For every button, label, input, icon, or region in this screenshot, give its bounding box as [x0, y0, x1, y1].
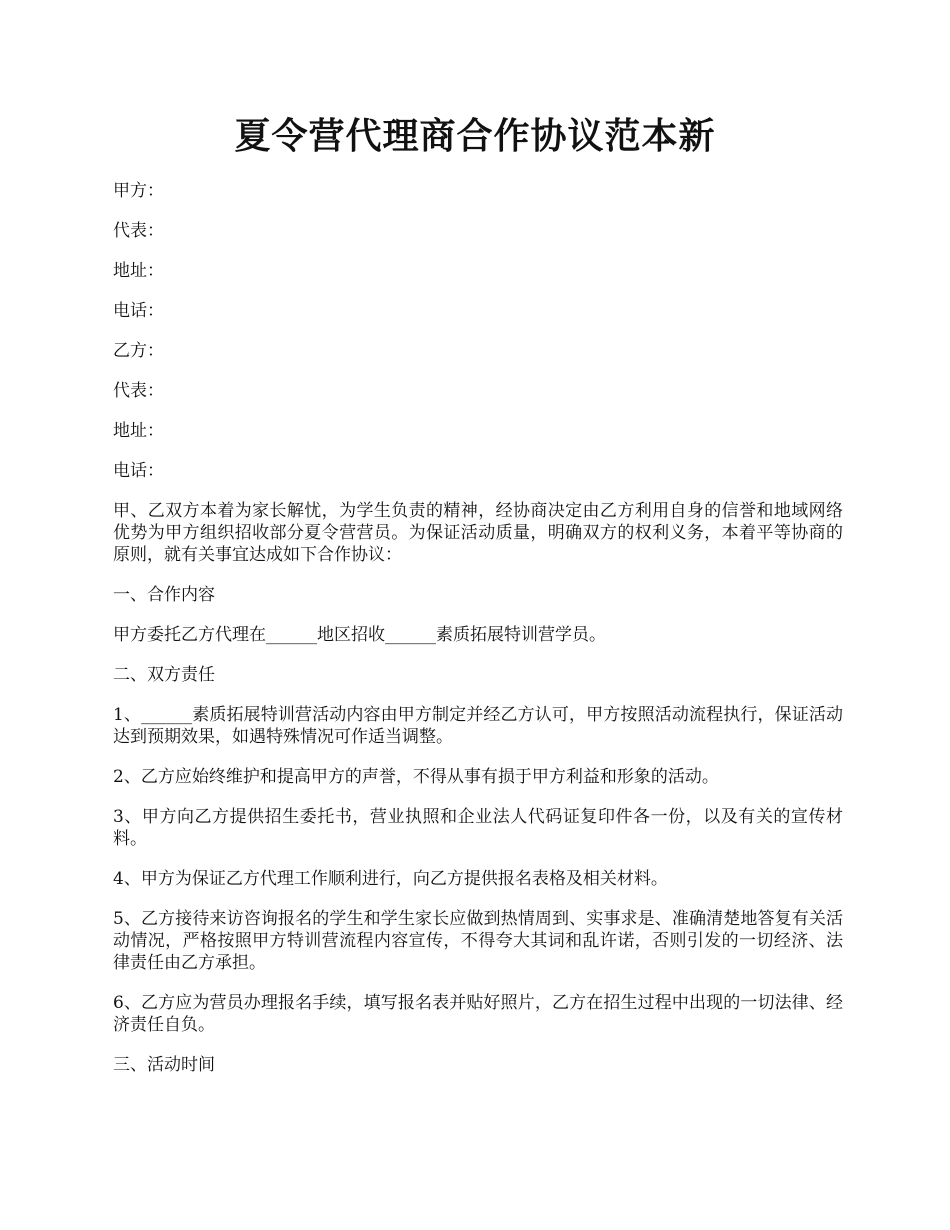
party-b-name-label: 乙方： — [113, 341, 164, 361]
responsibility-item-1: 1、______素质拓展特训营活动内容由甲方制定并经乙方认可，甲方按照活动流程执行，保证活动达到预期效果，如遇特殊情况可作适当调整。 — [113, 705, 843, 747]
party-a-phone-label: 电话： — [113, 301, 164, 321]
document-body — [113, 180, 843, 1094]
responsibility-item-2: 2、乙方应始终维护和提高甲方的声誉，不得从事有损于甲方利益和形象的活动。 — [113, 767, 719, 787]
section-heading-cooperation: 一、合作内容 — [113, 585, 215, 605]
responsibility-item-4: 4、甲方为保证乙方代理工作顺利进行，向乙方提供报名表格及相关材料。 — [113, 869, 668, 889]
party-b-address-label: 地址： — [113, 421, 164, 441]
party-b-rep-label: 代表： — [113, 381, 164, 401]
section-heading-responsibilities: 二、双方责任 — [113, 665, 215, 685]
document-title: 夏令营代理商合作协议范本新 — [234, 115, 716, 157]
responsibility-item-5: 5、乙方接待来访咨询报名的学生和学生家长应做到热情周到、实事求是、准确清楚地答复有关活动情况，严格按照甲方特训营流程内容宣传，不得夸大其词和乱许诺，否则引发的一切经济、法律责任由乙方承担。 — [113, 909, 843, 973]
responsibility-item-6: 6、乙方应为营员办理报名手续，填写报名表并贴好照片，乙方在招生过程中出现的一切法律、经济责任自负。 — [113, 993, 843, 1035]
party-a-rep-label: 代表： — [113, 221, 164, 241]
party-a-address-label: 地址： — [113, 261, 164, 281]
party-a-name-label: 甲方： — [113, 181, 164, 201]
responsibility-item-3: 3、甲方向乙方提供招生委托书，营业执照和企业法人代码证复印件各一份，以及有关的宣传材料。 — [113, 807, 843, 849]
cooperation-paragraph: 甲方委托乙方代理在______地区招收______素质拓展特训营学员。 — [113, 625, 606, 645]
preamble-paragraph: 甲、乙双方本着为家长解忧，为学生负责的精神，经协商决定由乙方利用自身的信誉和地域网络优势为甲方组织招收部分夏令营营员。为保证活动质量，明确双方的权利义务，本着平等协商的原则，就有关事宜达成如下合作协议： — [113, 501, 843, 565]
section-heading-activity-time: 三、活动时间 — [113, 1055, 215, 1075]
party-b-phone-label: 电话： — [113, 461, 164, 481]
